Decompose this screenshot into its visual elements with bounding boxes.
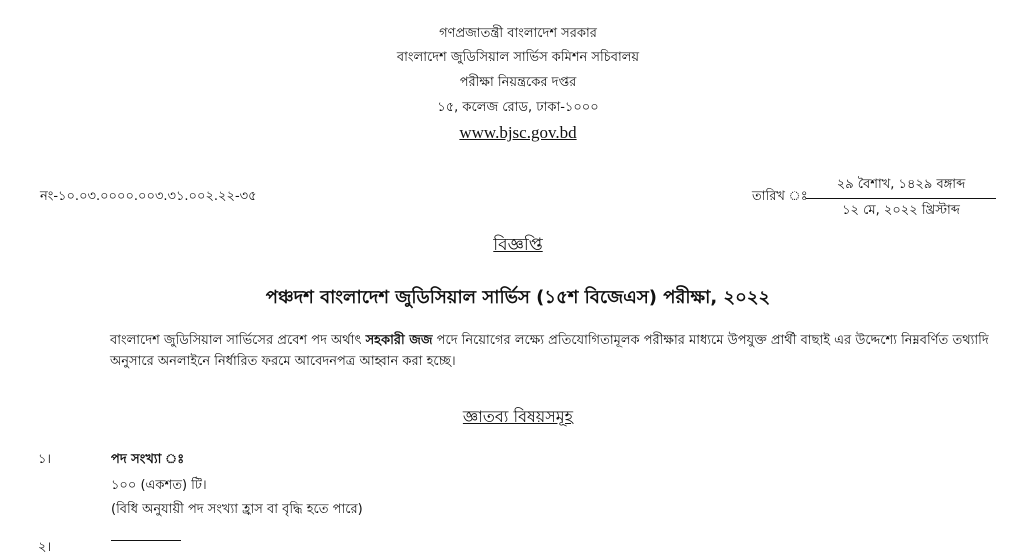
section-title: জ্ঞাতব্য বিষয়সমূহ — [462, 407, 574, 426]
item-number: ১। — [38, 452, 52, 467]
header-government: গণপ্রজাতন্ত্রী বাংলাদেশ সরকার — [439, 26, 597, 41]
notice-title: বিজ্ঞপ্তি — [493, 235, 543, 255]
item-title: পদ সংখ্যা ঃ — [111, 452, 185, 467]
date-block — [806, 175, 996, 222]
item-detail-count: ১০০ (একশত) টি। — [111, 478, 207, 493]
next-item-number: ২। — [38, 540, 52, 555]
intro-text-2: পদে নিয়োগের লক্ষ্যে প্রতিযোগিতামূলক পরীক্ষার মাধ্যমে উপযুক্ত প্রার্থী বাছাই এর উদ্দেশ্যে নিম্নবর্ণিত তথ্যাদি অনুসারে অনলাইনে নির্ধারিত ফরমে আবেদনপত্র আহ্বান করা হচ্ছে। — [110, 333, 989, 369]
memo-number: নং-১০.০৩.০০০০.০০৩.৩১.০০২.২২-৩৫ — [40, 189, 257, 204]
intro-text-1: বাংলাদেশ জুডিসিয়াল সার্ভিসের প্রবেশ পদ অর্থাৎ — [110, 333, 366, 348]
next-item-title-cut — [111, 536, 191, 546]
intro-paragraph — [110, 330, 990, 372]
header-website-row — [0, 125, 1036, 143]
notice-heading — [0, 232, 1036, 260]
website-link[interactable]: www.bjsc.gov.bd — [459, 123, 577, 142]
exam-title: পঞ্চদশ বাংলাদেশ জুডিসিয়াল সার্ভিস (১৫শ বিজেএস) পরীক্ষা, ২০২২ — [265, 287, 771, 308]
section-heading — [0, 404, 1036, 431]
header-office: পরীক্ষা নিয়ন্ত্রকের দপ্তর — [459, 75, 577, 90]
date-bangla: ২৯ বৈশাখ, ১৪২৯ বঙ্গাব্দ — [806, 175, 996, 199]
intro-bold-post: সহকারী জজ — [365, 333, 433, 348]
header-secretariat: বাংলাদেশ জুডিসিয়াল সার্ভিস কমিশন সচিবালয় — [396, 50, 640, 65]
item-detail-note: (বিধি অনুযায়ী পদ সংখ্যা হ্রাস বা বৃদ্ধি হতে পারে) — [111, 502, 363, 517]
date-gregorian: ১২ মে, ২০২২ খ্রিস্টাব্দ — [842, 203, 960, 218]
header-address: ১৫, কলেজ রোড, ঢাকা-১০০০ — [437, 100, 599, 115]
date-label: তারিখ ঃ — [752, 189, 808, 204]
